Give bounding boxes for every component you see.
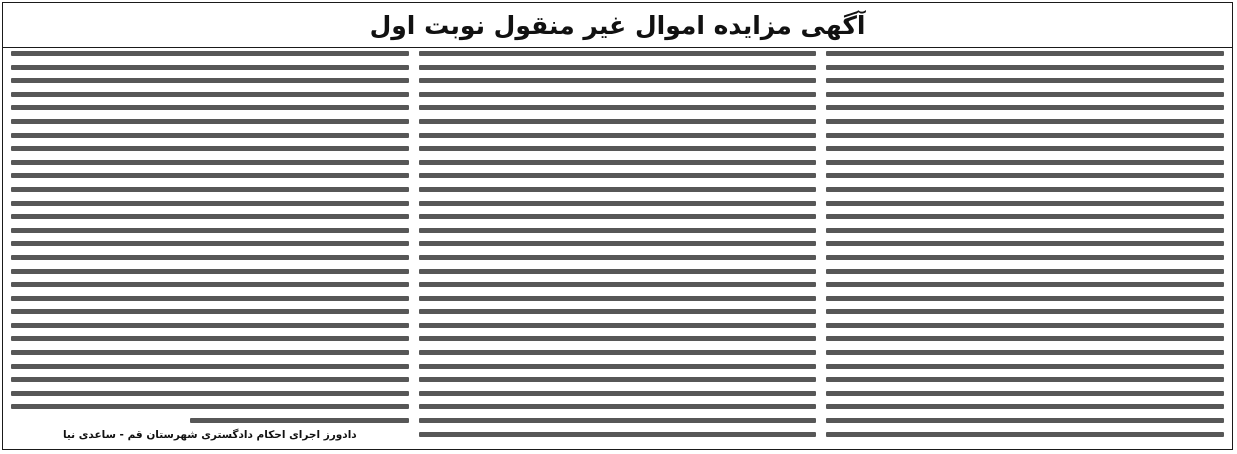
text-line <box>11 133 409 138</box>
text-line <box>11 105 409 110</box>
text-line <box>419 296 817 301</box>
text-line <box>826 364 1224 369</box>
text-line <box>419 173 817 178</box>
text-line <box>826 377 1224 382</box>
text-line <box>826 78 1224 83</box>
text-line <box>419 364 817 369</box>
text-line <box>826 404 1224 409</box>
text-line <box>11 65 409 70</box>
text-line <box>826 418 1224 423</box>
text-line <box>826 51 1224 56</box>
text-line <box>826 65 1224 70</box>
text-line <box>419 105 817 110</box>
notice-frame <box>2 2 1233 450</box>
text-line <box>11 160 409 165</box>
text-line <box>11 296 409 301</box>
text-line <box>826 336 1224 341</box>
text-line <box>419 350 817 355</box>
text-line <box>826 432 1224 437</box>
text-line <box>419 255 817 260</box>
text-line <box>419 92 817 97</box>
text-line <box>11 228 409 233</box>
text-line <box>826 187 1224 192</box>
text-line <box>826 119 1224 124</box>
text-line <box>419 336 817 341</box>
text-line <box>419 119 817 124</box>
text-line <box>826 350 1224 355</box>
text-line <box>419 51 817 56</box>
text-line <box>11 187 409 192</box>
text-line <box>11 173 409 178</box>
text-line <box>11 377 409 382</box>
text-line <box>11 269 409 274</box>
text-line <box>419 404 817 409</box>
text-line <box>826 214 1224 219</box>
text-line <box>826 391 1224 396</box>
text-line <box>826 201 1224 206</box>
text-line <box>826 323 1224 328</box>
text-line <box>11 241 409 246</box>
text-line <box>826 146 1224 151</box>
text-line <box>826 92 1224 97</box>
signature-block <box>11 429 409 441</box>
text-line <box>11 336 409 341</box>
text-line <box>826 282 1224 287</box>
text-line <box>826 269 1224 274</box>
text-line <box>419 418 817 423</box>
signature-line: دادورز اجرای احکام دادگستری شهرستان قم - ساعدی نیا <box>62 429 357 441</box>
text-line <box>419 228 817 233</box>
text-line <box>826 255 1224 260</box>
text-line <box>419 309 817 314</box>
text-line <box>11 51 409 56</box>
text-line <box>419 377 817 382</box>
text-line <box>826 241 1224 246</box>
text-line <box>419 146 817 151</box>
text-line <box>11 282 409 287</box>
notice-body <box>11 51 1224 443</box>
text-line <box>826 296 1224 301</box>
text-line <box>419 201 817 206</box>
text-line <box>419 391 817 396</box>
text-line <box>419 323 817 328</box>
text-line <box>419 282 817 287</box>
column-text-lines <box>826 51 1224 443</box>
text-line <box>826 160 1224 165</box>
text-line <box>11 214 409 219</box>
text-line <box>190 418 409 423</box>
text-line <box>11 391 409 396</box>
text-line <box>11 78 409 83</box>
text-line <box>11 146 409 151</box>
text-column-left <box>11 51 409 443</box>
text-line <box>419 160 817 165</box>
notice-header <box>3 3 1232 48</box>
text-line <box>826 173 1224 178</box>
text-line <box>11 201 409 206</box>
text-line <box>11 309 409 314</box>
text-line <box>419 432 817 437</box>
text-line <box>826 309 1224 314</box>
text-line <box>11 323 409 328</box>
text-line <box>11 92 409 97</box>
text-line <box>419 214 817 219</box>
text-line <box>419 65 817 70</box>
text-column-middle <box>419 51 817 443</box>
text-line <box>826 133 1224 138</box>
text-line <box>826 105 1224 110</box>
text-line <box>419 269 817 274</box>
text-line <box>11 404 409 409</box>
text-line <box>11 255 409 260</box>
text-column-right <box>826 51 1224 443</box>
text-line <box>11 364 409 369</box>
column-text-lines <box>419 51 817 443</box>
text-line <box>826 228 1224 233</box>
text-line <box>419 78 817 83</box>
text-line <box>419 241 817 246</box>
text-line <box>11 350 409 355</box>
column-text-lines <box>11 51 409 443</box>
notice-title: آگهی مزایده اموال غیر منقول نوبت اول <box>369 10 866 40</box>
text-line <box>11 119 409 124</box>
text-line <box>419 133 817 138</box>
text-line <box>419 187 817 192</box>
